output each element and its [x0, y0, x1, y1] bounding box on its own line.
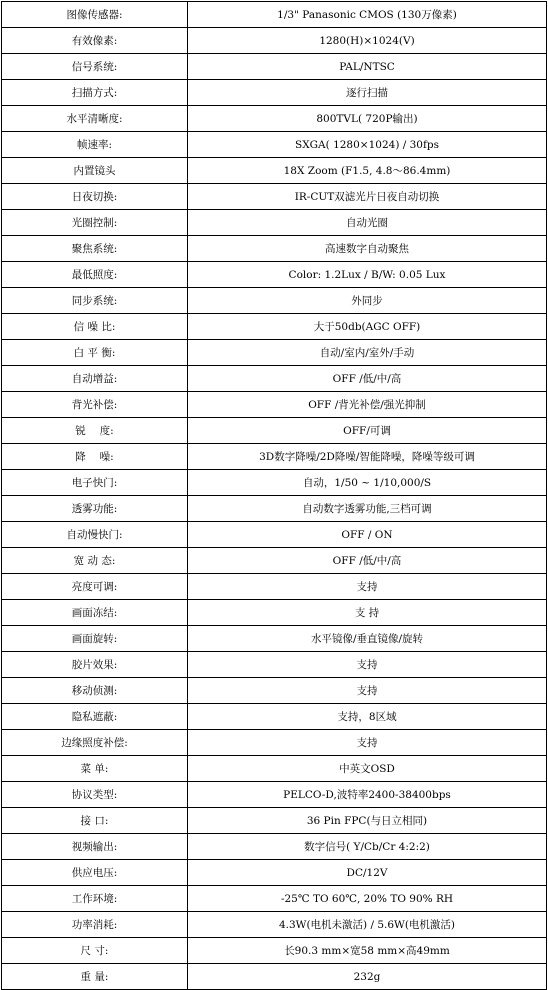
spec-value: 中英文OSD	[188, 756, 547, 782]
spec-label: 有效像素:	[2, 28, 188, 54]
spec-value: OFF/可调	[188, 418, 547, 444]
table-row	[2, 80, 547, 106]
spec-label: 画面旋转:	[2, 626, 188, 652]
spec-value: 自动光圈	[188, 210, 547, 236]
spec-label: 亮度可调:	[2, 574, 188, 600]
table-row	[2, 392, 547, 418]
spec-label: 透雾功能:	[2, 496, 188, 522]
table-row	[2, 548, 547, 574]
spec-value: 自动/室内/室外/手动	[188, 340, 547, 366]
spec-value: 自动，1/50 ~ 1/10,000/S	[188, 470, 547, 496]
spec-label: 尺 寸:	[2, 938, 188, 964]
table-row	[2, 288, 547, 314]
spec-label: 扫描方式:	[2, 80, 188, 106]
spec-label: 隐私遮蔽:	[2, 704, 188, 730]
table-row	[2, 782, 547, 808]
spec-value: OFF / ON	[188, 522, 547, 548]
table-row	[2, 2, 547, 28]
table-row	[2, 652, 547, 678]
table-row	[2, 444, 547, 470]
spec-value: PELCO-D,波特率2400-38400bps	[188, 782, 547, 808]
spec-value: PAL/NTSC	[188, 54, 547, 80]
spec-value: 800TVL( 720P输出)	[188, 106, 547, 132]
spec-label: 移动侦测:	[2, 678, 188, 704]
table-row	[2, 626, 547, 652]
table-row	[2, 730, 547, 756]
table-row	[2, 756, 547, 782]
spec-value: 1/3" Panasonic CMOS (130万像素)	[188, 2, 547, 28]
table-row	[2, 704, 547, 730]
spec-value: 水平镜像/垂直镜像/旋转	[188, 626, 547, 652]
table-row	[2, 600, 547, 626]
spec-value: 支持	[188, 652, 547, 678]
spec-value: 长90.3 mm×宽58 mm×高49mm	[188, 938, 547, 964]
table-row	[2, 28, 547, 54]
spec-value: OFF /低/中/高	[188, 366, 547, 392]
spec-label: 工作环境:	[2, 886, 188, 912]
spec-value: IR-CUT双滤光片日夜自动切换	[188, 184, 547, 210]
spec-value: 数字信号( Y/Cb/Cr 4:2:2)	[188, 834, 547, 860]
spec-value: 高速数字自动聚焦	[188, 236, 547, 262]
table-row	[2, 132, 547, 158]
table-row	[2, 678, 547, 704]
spec-label: 协议类型:	[2, 782, 188, 808]
spec-label: 电子快门:	[2, 470, 188, 496]
spec-value: 支持	[188, 678, 547, 704]
spec-value: 3D数字降噪/2D降噪/智能降噪，降噪等级可调	[188, 444, 547, 470]
spec-value: 支持，8区域	[188, 704, 547, 730]
table-row	[2, 340, 547, 366]
spec-value: 4.3W(电机未激活) / 5.6W(电机激活)	[188, 912, 547, 938]
spec-label: 聚焦系统:	[2, 236, 188, 262]
spec-label: 日夜切换:	[2, 184, 188, 210]
table-row	[2, 808, 547, 834]
spec-table	[1, 1, 547, 990]
spec-value: 外同步	[188, 288, 547, 314]
table-row	[2, 210, 547, 236]
spec-label: 图像传感器:	[2, 2, 188, 28]
spec-label: 背光补偿:	[2, 392, 188, 418]
spec-value: OFF /背光补偿/强光抑制	[188, 392, 547, 418]
spec-label: 接 口:	[2, 808, 188, 834]
spec-value: DC/12V	[188, 860, 547, 886]
spec-label: 最低照度:	[2, 262, 188, 288]
spec-label: 同步系统:	[2, 288, 188, 314]
table-row	[2, 834, 547, 860]
table-row	[2, 886, 547, 912]
spec-label: 自动增益:	[2, 366, 188, 392]
table-row	[2, 106, 547, 132]
spec-label: 自动慢快门:	[2, 522, 188, 548]
table-row	[2, 314, 547, 340]
table-row	[2, 496, 547, 522]
table-row	[2, 574, 547, 600]
table-row	[2, 522, 547, 548]
table-row	[2, 366, 547, 392]
spec-label: 信号系统:	[2, 54, 188, 80]
spec-value: 自动数字透雾功能,三档可调	[188, 496, 547, 522]
spec-label: 光圈控制:	[2, 210, 188, 236]
spec-value: SXGA( 1280×1024) / 30fps	[188, 132, 547, 158]
spec-label: 白 平 衡:	[2, 340, 188, 366]
spec-value: 支持	[188, 574, 547, 600]
spec-label: 宽 动 态:	[2, 548, 188, 574]
spec-label: 胶片效果:	[2, 652, 188, 678]
table-row	[2, 158, 547, 184]
table-row	[2, 912, 547, 938]
table-row	[2, 938, 547, 964]
spec-label: 帧速率:	[2, 132, 188, 158]
table-row	[2, 860, 547, 886]
spec-value: -25℃ TO 60℃, 20% TO 90% RH	[188, 886, 547, 912]
spec-label: 降 噪:	[2, 444, 188, 470]
spec-value: 逐行扫描	[188, 80, 547, 106]
spec-value: 232g	[188, 964, 547, 990]
spec-value: 支持	[188, 730, 547, 756]
spec-label: 边缘照度补偿:	[2, 730, 188, 756]
table-row	[2, 54, 547, 80]
spec-table-body	[2, 2, 547, 990]
spec-label: 锐 度:	[2, 418, 188, 444]
spec-value: 36 Pin FPC(与日立相同)	[188, 808, 547, 834]
spec-label: 水平清晰度:	[2, 106, 188, 132]
spec-label: 视频输出:	[2, 834, 188, 860]
spec-value: 18X Zoom (F1.5, 4.8～86.4mm)	[188, 158, 547, 184]
spec-label: 功率消耗:	[2, 912, 188, 938]
spec-value: 1280(H)×1024(V)	[188, 28, 547, 54]
table-row	[2, 184, 547, 210]
table-row	[2, 964, 547, 990]
spec-label: 重 量:	[2, 964, 188, 990]
table-row	[2, 418, 547, 444]
spec-label: 画面冻结:	[2, 600, 188, 626]
table-row	[2, 262, 547, 288]
spec-label: 供应电压:	[2, 860, 188, 886]
spec-value: Color: 1.2Lux / B/W: 0.05 Lux	[188, 262, 547, 288]
spec-value: OFF /低/中/高	[188, 548, 547, 574]
spec-value: 支 持	[188, 600, 547, 626]
spec-value: 大于50db(AGC OFF)	[188, 314, 547, 340]
table-row	[2, 236, 547, 262]
spec-label: 内置镜头	[2, 158, 188, 184]
spec-label: 信 噪 比:	[2, 314, 188, 340]
table-row	[2, 470, 547, 496]
spec-label: 菜 单:	[2, 756, 188, 782]
